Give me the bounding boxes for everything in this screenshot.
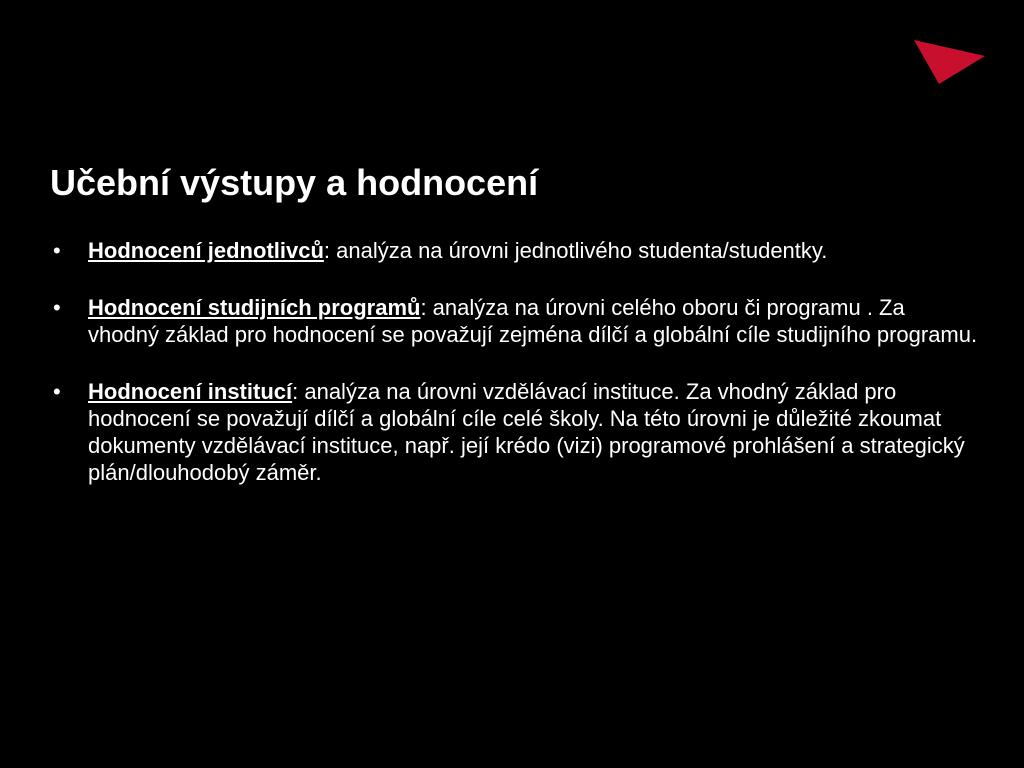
bullet-term: Hodnocení institucí xyxy=(88,379,293,404)
slide-title: Učební výstupy a hodnocení xyxy=(50,162,539,203)
bullet-text: : analýza na úrovni vzdělávací instituce. Za vhodný základ pro hodnocení se považují dílčí a globální cíle celé školy. Na této úrovni je důležité zkoumat dokumenty vzdělávací instituce, např. její krédo (vizi) programové prohlášení a strategický plán/dlouhodobý záměr. xyxy=(88,379,965,485)
bullet-text: : analýza na úrovni jednotlivého studenta/studentky. xyxy=(323,238,828,263)
bullet-marker: • xyxy=(53,295,61,320)
bullet-marker: • xyxy=(53,379,61,404)
bullet-term: Hodnocení studijních programů xyxy=(88,295,421,320)
red-triangle-logo-icon xyxy=(914,38,986,86)
bullet-list xyxy=(50,237,980,516)
bullet-item-individuals xyxy=(50,237,980,264)
logo-triangle xyxy=(914,40,985,84)
bullet-term: Hodnocení jednotlivců xyxy=(88,238,324,263)
bullet-item-institutions xyxy=(50,378,980,486)
bullet-text: : analýza na úrovni celého oboru či programu . Za vhodný základ pro hodnocení se považují zejména dílčí a globální cíle studijního programu. xyxy=(88,295,978,347)
bullet-marker: • xyxy=(53,238,61,263)
bullet-item-programs xyxy=(50,294,980,348)
